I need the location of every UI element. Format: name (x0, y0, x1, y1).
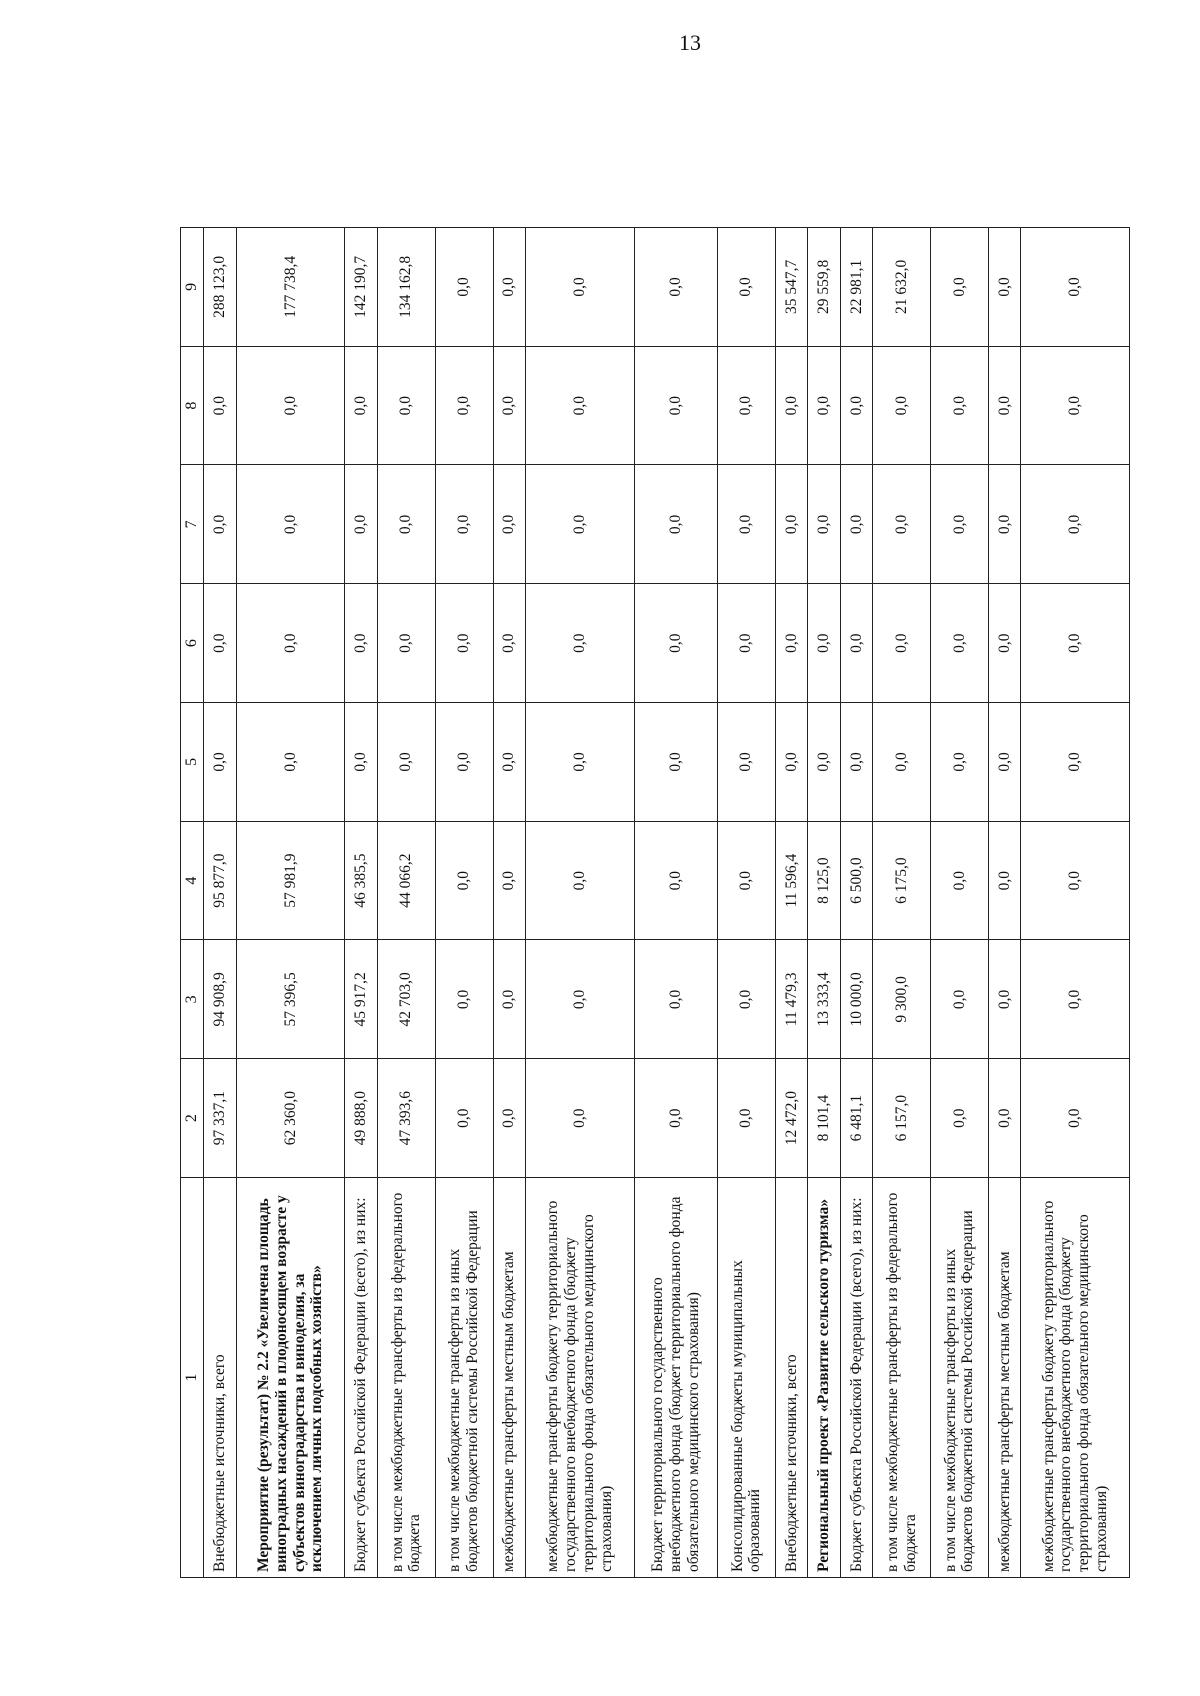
row-label: в том числе межбюджетные трансферты из федерального бюджета (377, 1178, 435, 1578)
value-cell: 0,0 (493, 228, 525, 347)
value-cell: 9 300,0 (873, 940, 931, 1059)
column-header: 6 (181, 584, 204, 703)
value-cell: 0,0 (1021, 940, 1130, 1059)
value-cell: 0,0 (931, 821, 989, 940)
value-cell: 97 337,1 (204, 1059, 236, 1178)
value-cell: 0,0 (717, 703, 775, 822)
value-cell: 0,0 (204, 703, 236, 822)
value-cell: 0,0 (931, 940, 989, 1059)
value-cell: 95 877,0 (204, 821, 236, 940)
column-header: 3 (181, 940, 204, 1059)
value-cell: 0,0 (526, 1059, 635, 1178)
value-cell: 0,0 (493, 1059, 525, 1178)
value-cell: 0,0 (808, 346, 840, 465)
value-cell: 49 888,0 (345, 1059, 377, 1178)
column-header: 1 (181, 1178, 204, 1578)
value-cell: 0,0 (236, 584, 345, 703)
value-cell: 0,0 (435, 228, 493, 347)
value-cell: 0,0 (1021, 821, 1130, 940)
value-cell: 0,0 (526, 703, 635, 822)
value-cell: 0,0 (435, 584, 493, 703)
table-row (840, 228, 872, 1578)
value-cell: 42 703,0 (377, 940, 435, 1059)
column-header: 4 (181, 821, 204, 940)
value-cell: 0,0 (236, 465, 345, 584)
table-row (204, 228, 236, 1578)
value-cell: 0,0 (988, 465, 1020, 584)
row-label: межбюджетные трансферты бюджету территориального государственного внебюджетного фонда (бюджету территориального фонда обязательного медицинского страхования) (526, 1178, 635, 1578)
value-cell: 0,0 (377, 346, 435, 465)
value-cell: 62 360,0 (236, 1059, 345, 1178)
table-row (493, 228, 525, 1578)
value-cell: 29 559,8 (808, 228, 840, 347)
value-cell: 0,0 (204, 465, 236, 584)
value-cell: 8 125,0 (808, 821, 840, 940)
value-cell: 0,0 (840, 346, 872, 465)
value-cell: 0,0 (377, 465, 435, 584)
value-cell: 0,0 (775, 584, 807, 703)
value-cell: 0,0 (988, 821, 1020, 940)
value-cell: 8 101,4 (808, 1059, 840, 1178)
value-cell: 57 396,5 (236, 940, 345, 1059)
value-cell: 11 596,4 (775, 821, 807, 940)
value-cell: 6 481,1 (840, 1059, 872, 1178)
value-cell: 0,0 (873, 346, 931, 465)
value-cell: 0,0 (634, 465, 717, 584)
value-cell: 21 632,0 (873, 228, 931, 347)
value-cell: 0,0 (988, 940, 1020, 1059)
value-cell: 0,0 (931, 703, 989, 822)
value-cell: 11 479,3 (775, 940, 807, 1059)
value-cell: 94 908,9 (204, 940, 236, 1059)
table-row (236, 228, 345, 1578)
table-row (873, 228, 931, 1578)
row-label: в том числе межбюджетные трансферты из федерального бюджета (873, 1178, 931, 1578)
value-cell: 0,0 (526, 228, 635, 347)
value-cell: 0,0 (493, 346, 525, 465)
row-label: межбюджетные трансферты местным бюджетам (988, 1178, 1020, 1578)
table-header-row (181, 228, 204, 1578)
value-cell: 0,0 (931, 584, 989, 703)
table-row (345, 228, 377, 1578)
table-body (204, 228, 1130, 1578)
table-row (717, 228, 775, 1578)
budget-table (180, 227, 1130, 1578)
row-label: межбюджетные трансферты бюджету территориального государственного внебюджетного фонда (бюджету территориального фонда обязательного медицинского страхования) (1021, 1178, 1130, 1578)
value-cell: 0,0 (493, 940, 525, 1059)
row-label: Бюджет субъекта Российской Федерации (всего), из них: (345, 1178, 377, 1578)
column-header: 2 (181, 1059, 204, 1178)
value-cell: 0,0 (236, 703, 345, 822)
value-cell: 0,0 (526, 940, 635, 1059)
value-cell: 6 157,0 (873, 1059, 931, 1178)
value-cell: 0,0 (775, 465, 807, 584)
value-cell: 57 981,9 (236, 821, 345, 940)
value-cell: 0,0 (634, 703, 717, 822)
value-cell: 46 385,5 (345, 821, 377, 940)
value-cell: 6 500,0 (840, 821, 872, 940)
value-cell: 45 917,2 (345, 940, 377, 1059)
column-header: 8 (181, 346, 204, 465)
table-row (931, 228, 989, 1578)
value-cell: 0,0 (345, 465, 377, 584)
value-cell: 0,0 (840, 703, 872, 822)
value-cell: 35 547,7 (775, 228, 807, 347)
value-cell: 0,0 (493, 703, 525, 822)
value-cell: 0,0 (717, 228, 775, 347)
value-cell: 142 190,7 (345, 228, 377, 347)
value-cell: 0,0 (808, 703, 840, 822)
value-cell: 0,0 (634, 821, 717, 940)
table-row (1021, 228, 1130, 1578)
value-cell: 0,0 (435, 465, 493, 584)
value-cell: 0,0 (717, 1059, 775, 1178)
value-cell: 0,0 (1021, 584, 1130, 703)
value-cell: 0,0 (931, 346, 989, 465)
value-cell: 0,0 (634, 228, 717, 347)
row-label: межбюджетные трансферты местным бюджетам (493, 1178, 525, 1578)
value-cell: 0,0 (526, 584, 635, 703)
table-row (634, 228, 717, 1578)
row-label: Консолидированные бюджеты муниципальных образований (717, 1178, 775, 1578)
table-row (377, 228, 435, 1578)
value-cell: 12 472,0 (775, 1059, 807, 1178)
value-cell: 0,0 (988, 584, 1020, 703)
row-label: Региональный проект «Развитие сельского туризма» (808, 1178, 840, 1578)
column-header: 7 (181, 465, 204, 584)
value-cell: 13 333,4 (808, 940, 840, 1059)
table-row (775, 228, 807, 1578)
column-header: 9 (181, 228, 204, 347)
value-cell: 0,0 (775, 346, 807, 465)
value-cell: 0,0 (435, 346, 493, 465)
value-cell: 0,0 (1021, 703, 1130, 822)
value-cell: 10 000,0 (840, 940, 872, 1059)
value-cell: 0,0 (717, 346, 775, 465)
value-cell: 0,0 (988, 346, 1020, 465)
value-cell: 0,0 (435, 940, 493, 1059)
value-cell: 0,0 (775, 703, 807, 822)
value-cell: 0,0 (493, 821, 525, 940)
value-cell: 0,0 (634, 940, 717, 1059)
value-cell: 0,0 (435, 1059, 493, 1178)
value-cell: 0,0 (377, 703, 435, 822)
value-cell: 0,0 (236, 346, 345, 465)
value-cell: 0,0 (988, 228, 1020, 347)
row-label: в том числе межбюджетные трансферты из иных бюджетов бюджетной системы Российской Федерации (435, 1178, 493, 1578)
value-cell: 0,0 (808, 584, 840, 703)
value-cell: 134 162,8 (377, 228, 435, 347)
value-cell: 0,0 (204, 584, 236, 703)
value-cell: 0,0 (493, 584, 525, 703)
value-cell: 0,0 (840, 584, 872, 703)
value-cell: 0,0 (873, 703, 931, 822)
table-row (435, 228, 493, 1578)
value-cell: 0,0 (345, 346, 377, 465)
value-cell: 44 066,2 (377, 821, 435, 940)
value-cell: 0,0 (377, 584, 435, 703)
value-cell: 0,0 (873, 465, 931, 584)
row-label: Бюджет субъекта Российской Федерации (всего), из них: (840, 1178, 872, 1578)
row-label: в том числе межбюджетные трансферты из иных бюджетов бюджетной системы Российской Федерации (931, 1178, 989, 1578)
value-cell: 0,0 (1021, 465, 1130, 584)
value-cell: 0,0 (345, 584, 377, 703)
column-header: 5 (181, 703, 204, 822)
value-cell: 288 123,0 (204, 228, 236, 347)
value-cell: 0,0 (634, 346, 717, 465)
value-cell: 6 175,0 (873, 821, 931, 940)
table-row (988, 228, 1020, 1578)
value-cell: 0,0 (988, 703, 1020, 822)
value-cell: 0,0 (988, 1059, 1020, 1178)
value-cell: 0,0 (493, 465, 525, 584)
value-cell: 0,0 (840, 465, 872, 584)
value-cell: 0,0 (204, 346, 236, 465)
value-cell: 0,0 (931, 228, 989, 347)
value-cell: 0,0 (1021, 346, 1130, 465)
value-cell: 0,0 (634, 584, 717, 703)
page-number: 13 (679, 30, 701, 55)
row-label: Внебюджетные источники, всего (204, 1178, 236, 1578)
value-cell: 0,0 (526, 346, 635, 465)
value-cell: 0,0 (435, 821, 493, 940)
value-cell: 0,0 (808, 465, 840, 584)
table-row (808, 228, 840, 1578)
value-cell: 0,0 (435, 703, 493, 822)
value-cell: 47 393,6 (377, 1059, 435, 1178)
value-cell: 0,0 (526, 821, 635, 940)
value-cell: 0,0 (717, 465, 775, 584)
value-cell: 0,0 (526, 465, 635, 584)
value-cell: 0,0 (873, 584, 931, 703)
row-label: Мероприятие (результат) № 2.2 «Увеличена площадь виноградных насаждений в плодоносящем возрасте у субъектов виноградарства и виноделия, за исключением личных подсобных хозяйств» (236, 1178, 345, 1578)
budget-table-rotated (180, 228, 1130, 1578)
value-cell: 0,0 (931, 465, 989, 584)
value-cell: 22 981,1 (840, 228, 872, 347)
value-cell: 0,0 (931, 1059, 989, 1178)
value-cell: 0,0 (634, 1059, 717, 1178)
value-cell: 0,0 (717, 584, 775, 703)
value-cell: 0,0 (345, 703, 377, 822)
value-cell: 177 738,4 (236, 228, 345, 347)
value-cell: 0,0 (717, 821, 775, 940)
row-label: Бюджет территориального государственного внебюджетного фонда (бюджет территориального фонда обязательного медицинского страхования) (634, 1178, 717, 1578)
value-cell: 0,0 (1021, 228, 1130, 347)
table-row (526, 228, 635, 1578)
value-cell: 0,0 (717, 940, 775, 1059)
row-label: Внебюджетные источники, всего (775, 1178, 807, 1578)
value-cell: 0,0 (1021, 1059, 1130, 1178)
